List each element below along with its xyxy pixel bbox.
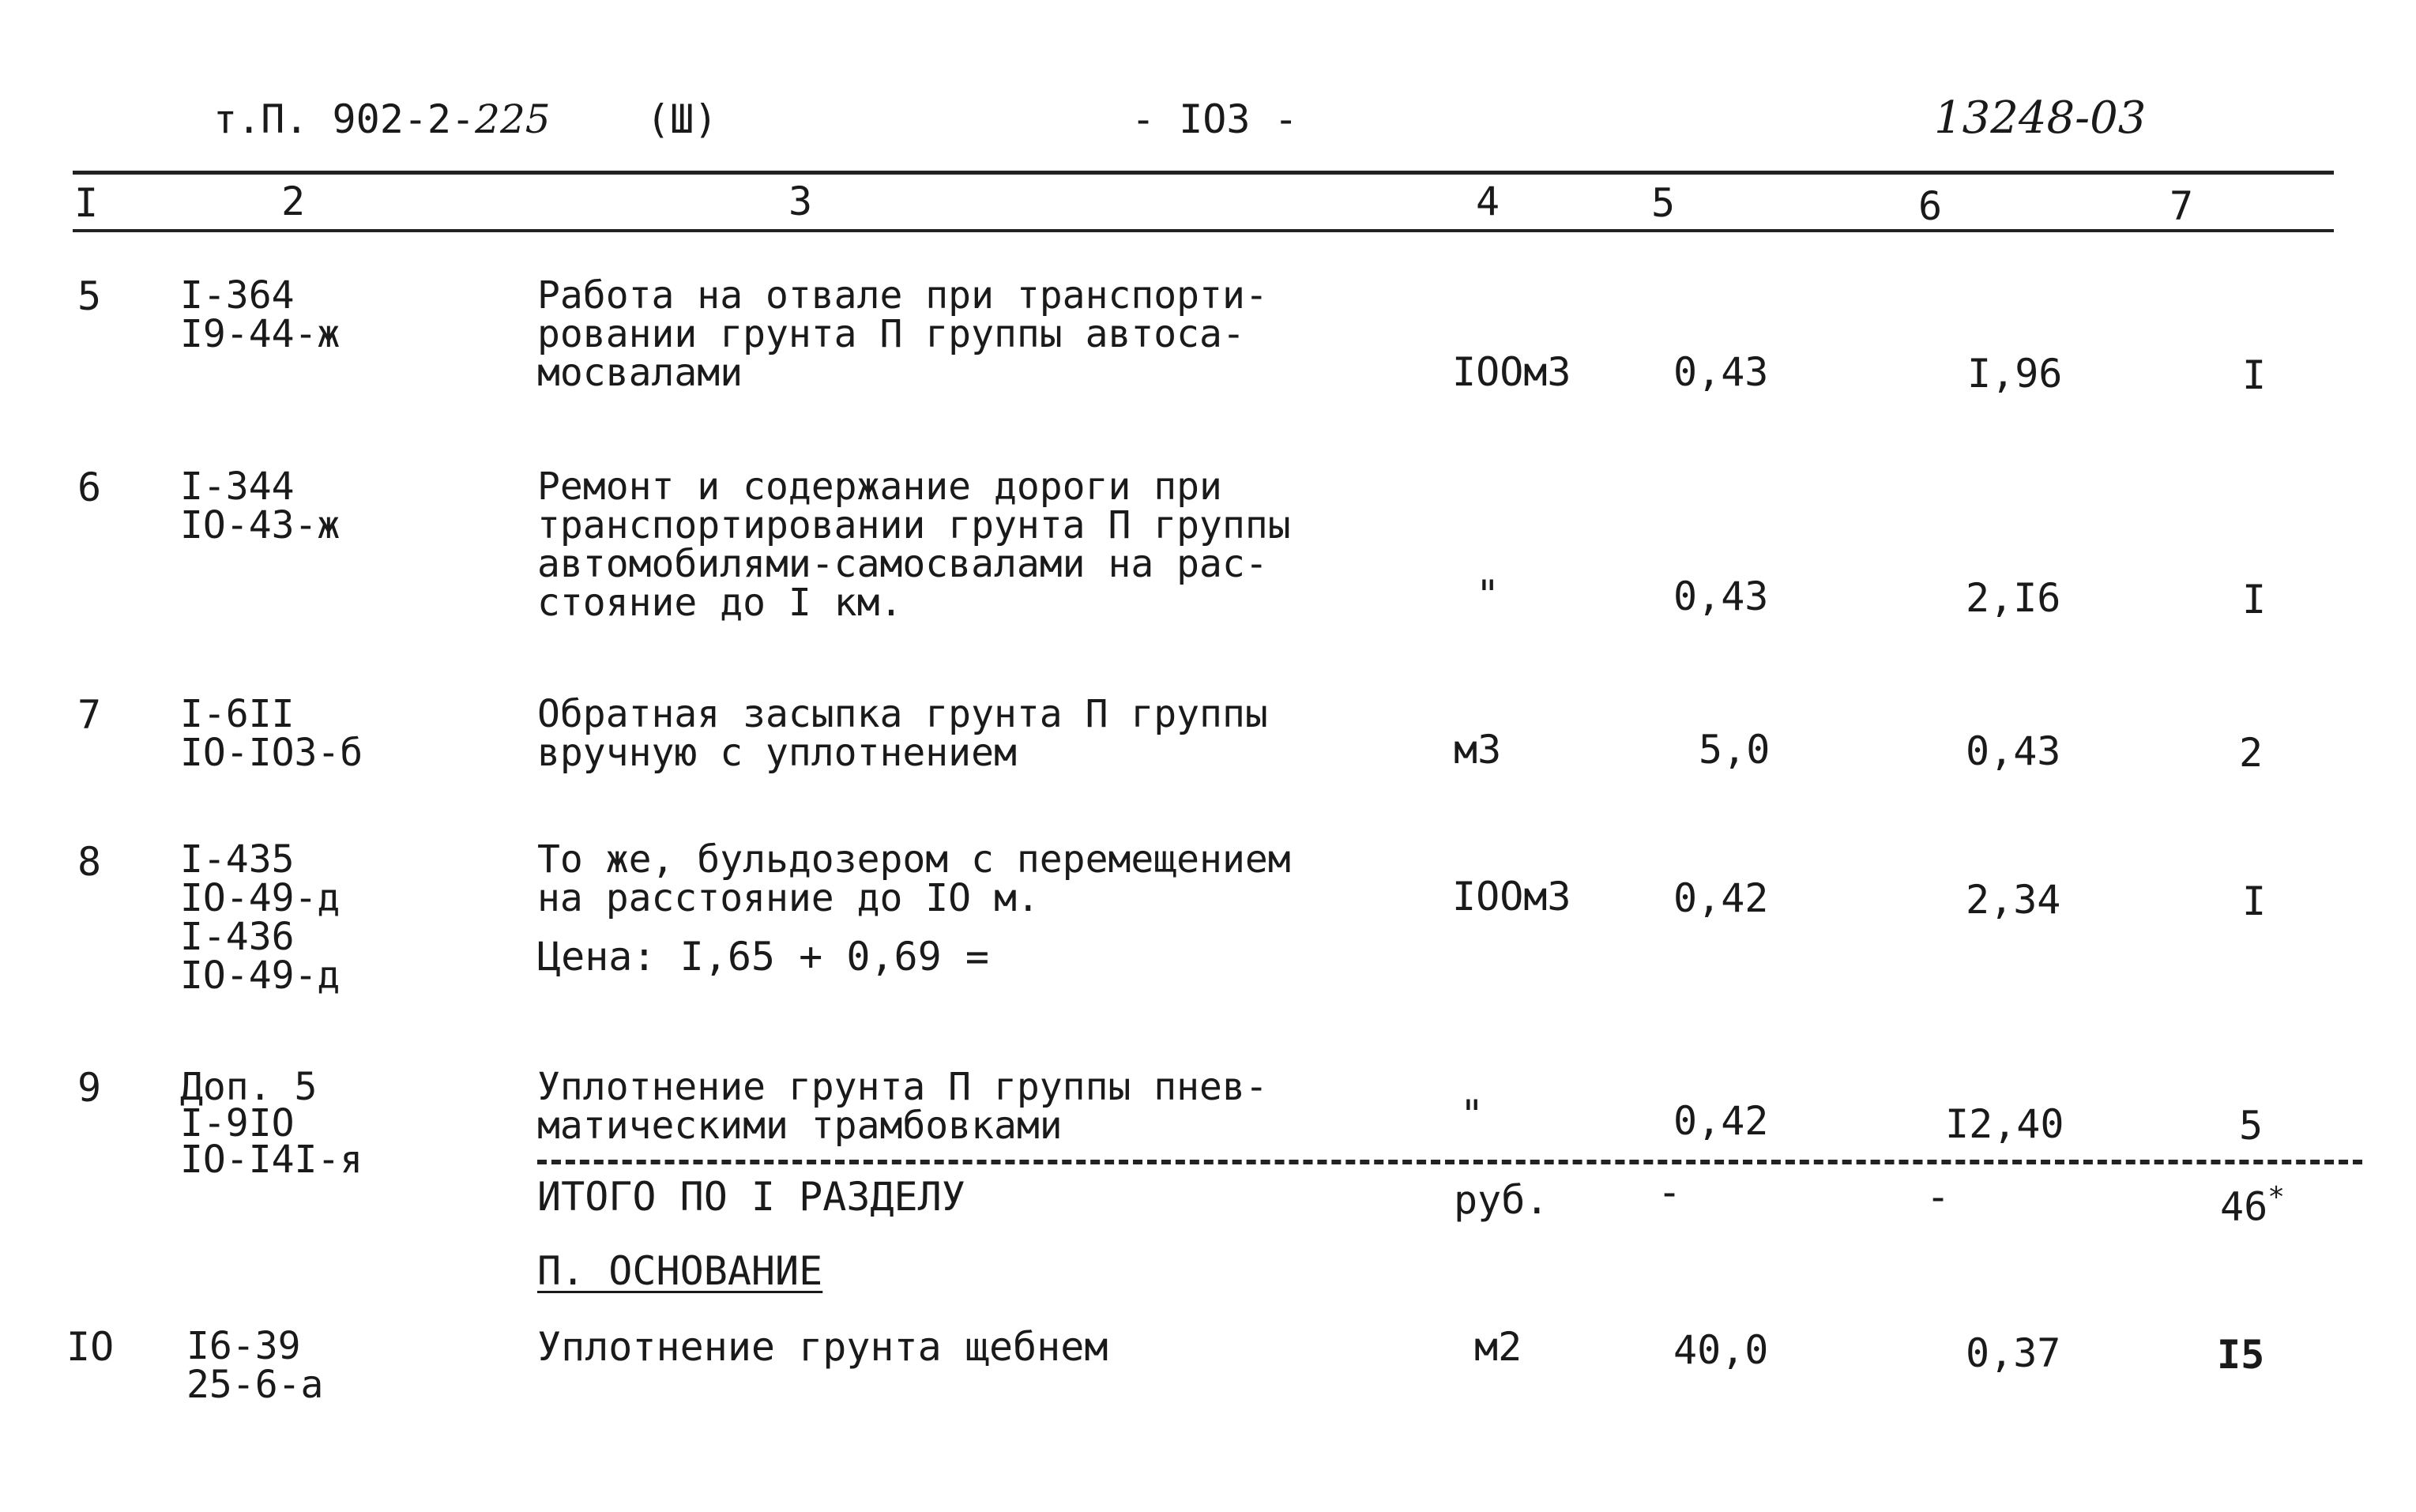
project-code-handwritten: 225 bbox=[475, 96, 551, 142]
row-code: IO-43-ж bbox=[180, 503, 341, 547]
row-quantity: 40,0 bbox=[1673, 1327, 1769, 1373]
row-unit-price: I2,40 bbox=[1945, 1101, 2064, 1147]
row-number: IO bbox=[66, 1324, 115, 1370]
row-description: стояние до I км. bbox=[537, 581, 903, 625]
row-code: Доп. 5 bbox=[180, 1065, 318, 1109]
row-description: вручную с уплотнением bbox=[537, 731, 1017, 775]
row-code: IO-49-д bbox=[180, 876, 341, 920]
row-unit: " bbox=[1460, 1092, 1485, 1138]
row-total: I5 bbox=[2217, 1332, 2265, 1378]
document-number: 13248-03 bbox=[1934, 92, 2147, 144]
section-title: П. ОСНОВАНИЕ bbox=[537, 1248, 823, 1294]
row-number: 6 bbox=[77, 465, 102, 510]
row-total: I bbox=[2242, 878, 2267, 924]
column-number: 2 bbox=[281, 179, 306, 224]
footnote-mark: * bbox=[2267, 1181, 2285, 1213]
row-quantity: 0,42 bbox=[1673, 875, 1769, 921]
row-description: мосвалами bbox=[537, 351, 743, 395]
row-quantity: 0,43 bbox=[1673, 349, 1769, 395]
row-unit-price: I,96 bbox=[1967, 351, 2063, 397]
row-code: 25-6-а bbox=[186, 1363, 324, 1407]
subtotal-divider bbox=[537, 1160, 2362, 1164]
row-code: I9-44-ж bbox=[180, 312, 341, 356]
header-bottom-rule bbox=[73, 229, 2334, 232]
row-code: IO-I4I-я bbox=[180, 1138, 363, 1182]
row-unit-price: 0,37 bbox=[1966, 1330, 2061, 1376]
row-quantity: 0,42 bbox=[1673, 1098, 1769, 1144]
row-code: IO-49-д bbox=[180, 953, 341, 998]
row-description: Работа на отвале при транспорти- bbox=[537, 273, 1268, 318]
row-description: на расстояние до IO м. bbox=[537, 876, 1040, 920]
row-unit-price: 2,34 bbox=[1966, 877, 2061, 923]
row-code: I-435 bbox=[180, 837, 295, 882]
subtotal-price: - bbox=[1926, 1174, 1951, 1220]
column-number: 6 bbox=[1918, 183, 1943, 229]
subtotal-unit: руб. bbox=[1454, 1177, 1549, 1223]
row-unit-price: 0,43 bbox=[1966, 728, 2061, 774]
subtotal-total: 46* bbox=[2220, 1181, 2285, 1230]
row-number: 7 bbox=[77, 692, 102, 738]
row-unit: IOOм3 bbox=[1452, 349, 1571, 395]
row-code: I-364 bbox=[180, 273, 295, 318]
row-unit: " bbox=[1476, 572, 1500, 618]
row-total: I bbox=[2242, 577, 2267, 622]
project-code: т.П. 902-2-225 bbox=[213, 96, 551, 142]
row-code: I-436 bbox=[180, 915, 295, 959]
top-rule bbox=[73, 171, 2334, 175]
row-description: автомобилями-самосвалами на рас- bbox=[537, 542, 1268, 586]
row-quantity: 5,0 bbox=[1699, 727, 1771, 773]
subtotal-quantity: - bbox=[1658, 1169, 1682, 1215]
row-description: ровании грунта П группы автоса- bbox=[537, 312, 1245, 356]
column-number: 5 bbox=[1651, 180, 1676, 226]
row-code: IO-IO3-б bbox=[180, 731, 363, 775]
row-code: I-9IO bbox=[180, 1101, 295, 1145]
page-number: - IO3 - bbox=[1131, 96, 1298, 142]
column-number: 3 bbox=[788, 179, 813, 224]
row-description: Обратная засыпка грунта П группы bbox=[537, 692, 1268, 736]
row-unit: IOOм3 bbox=[1452, 874, 1571, 920]
row-description: Ремонт и содержание дороги при bbox=[537, 465, 1222, 509]
row-number: 5 bbox=[77, 273, 102, 319]
column-number: 7 bbox=[2170, 183, 2194, 229]
volume-mark: (Ш) bbox=[646, 96, 718, 142]
row-total: 2 bbox=[2239, 730, 2264, 776]
price-formula: Цена: I,65 + 0,69 = bbox=[537, 934, 989, 980]
row-code: I-6II bbox=[180, 692, 295, 736]
row-unit: м2 bbox=[1474, 1324, 1522, 1370]
column-number: I bbox=[74, 180, 99, 226]
row-code: I6-39 bbox=[186, 1324, 301, 1368]
row-total: 5 bbox=[2239, 1103, 2264, 1149]
row-description: То же, бульдозером с перемещением bbox=[537, 837, 1291, 882]
row-number: 9 bbox=[77, 1065, 102, 1111]
row-description: транспортировании грунта П группы bbox=[537, 503, 1291, 547]
subtotal-label: ИТОГО ПО I РАЗДЕЛУ bbox=[537, 1174, 965, 1220]
row-unit: м3 bbox=[1454, 727, 1502, 773]
row-description: матическими трамбовками bbox=[537, 1104, 1063, 1148]
row-code: I-344 bbox=[180, 465, 295, 509]
row-number: 8 bbox=[77, 839, 102, 885]
column-number: 4 bbox=[1476, 179, 1500, 224]
row-quantity: 0,43 bbox=[1673, 574, 1769, 619]
row-description: Уплотнение грунта щебнем bbox=[537, 1324, 1108, 1370]
row-description: Уплотнение грунта П группы пнев- bbox=[537, 1065, 1268, 1109]
row-unit-price: 2,I6 bbox=[1966, 575, 2061, 621]
row-total: I bbox=[2242, 352, 2267, 398]
